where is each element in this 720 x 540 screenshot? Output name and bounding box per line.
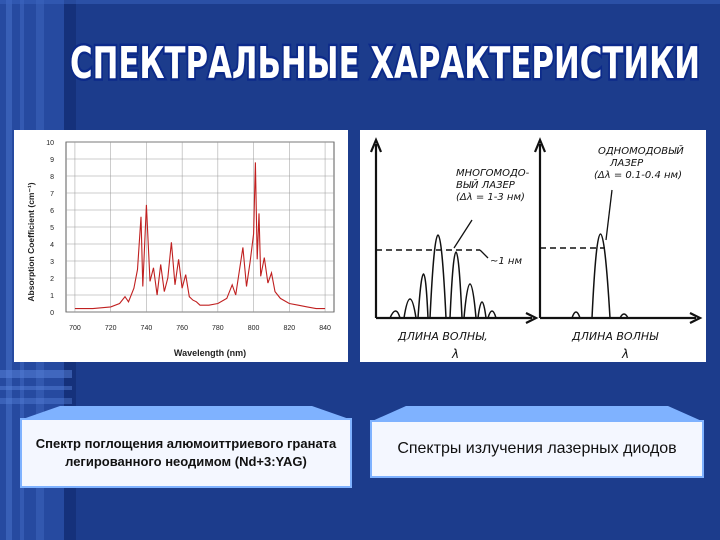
y-tick-label: 4: [50, 242, 54, 249]
y-tick-labels: [46, 140, 54, 317]
x-tick-label: 720: [104, 325, 117, 332]
y-tick-label: 0: [50, 310, 54, 317]
caption-absorption-text: Спектр поглощения алюмоиттриевого граната легированного неодимом (Nd+3:YAG): [35, 436, 337, 469]
y-axis-label: Absorption Coefficient (cm⁻¹): [26, 182, 36, 302]
chart-grid: [66, 142, 334, 312]
absorption-spectrum-chart: [14, 130, 348, 362]
mode-spacing-marker: ~1 нм: [490, 256, 523, 267]
caption-emission-text: Спектры излучения лазерных диодов: [397, 440, 677, 457]
y-tick-label: 7: [50, 191, 54, 198]
y-tick-label: 10: [46, 140, 54, 147]
x-tick-label: 740: [140, 325, 153, 332]
left-lambda: λ: [452, 347, 460, 361]
y-tick-label: 3: [50, 259, 54, 266]
x-axis-label: Wavelength (nm): [173, 348, 247, 358]
y-tick-label: 1: [50, 293, 54, 300]
x-tick-label: 780: [212, 325, 224, 332]
x-tick-label: 760: [176, 325, 188, 332]
absorption-series-line: [75, 162, 325, 308]
multimode-annotation: МНОГОМОДО- ВЫЙ ЛАЗЕР (Δλ = 1-3 нм): [456, 168, 530, 203]
svg-text:СПЕКТРАЛЬНЫЕ ХАРАКТЕРИСТИКИ: СПЕКТРАЛЬНЫЕ ХАРАКТЕРИСТИКИ: [70, 38, 700, 89]
y-tick-label: 5: [50, 225, 54, 232]
right-lambda: λ: [622, 347, 630, 361]
y-tick-label: 6: [50, 208, 54, 215]
x-tick-label: 700: [69, 325, 81, 332]
caption-emission: [370, 420, 704, 478]
y-tick-label: 8: [50, 174, 54, 181]
right-x-label: ДЛИНА ВОЛНЫ: [572, 330, 659, 343]
y-tick-label: 9: [50, 157, 54, 164]
caption-absorption: [20, 418, 352, 488]
y-tick-label: 2: [50, 276, 54, 283]
laser-emission-spectra-chart: [360, 130, 706, 362]
x-tick-label: 800: [247, 325, 260, 332]
singlemode-annotation: ОДНОМОДОВЫЙ ЛАЗЕР (Δλ = 0.1-0.4 нм): [594, 146, 684, 181]
x-tick-labels: [69, 325, 331, 332]
x-tick-label: 840: [319, 325, 331, 332]
left-x-label: ДЛИНА ВОЛНЫ,: [398, 330, 488, 343]
x-tick-label: 820: [283, 325, 296, 332]
multimode-peaks: [390, 235, 496, 318]
singlemode-peak: [572, 234, 628, 318]
page-title: [60, 30, 710, 90]
